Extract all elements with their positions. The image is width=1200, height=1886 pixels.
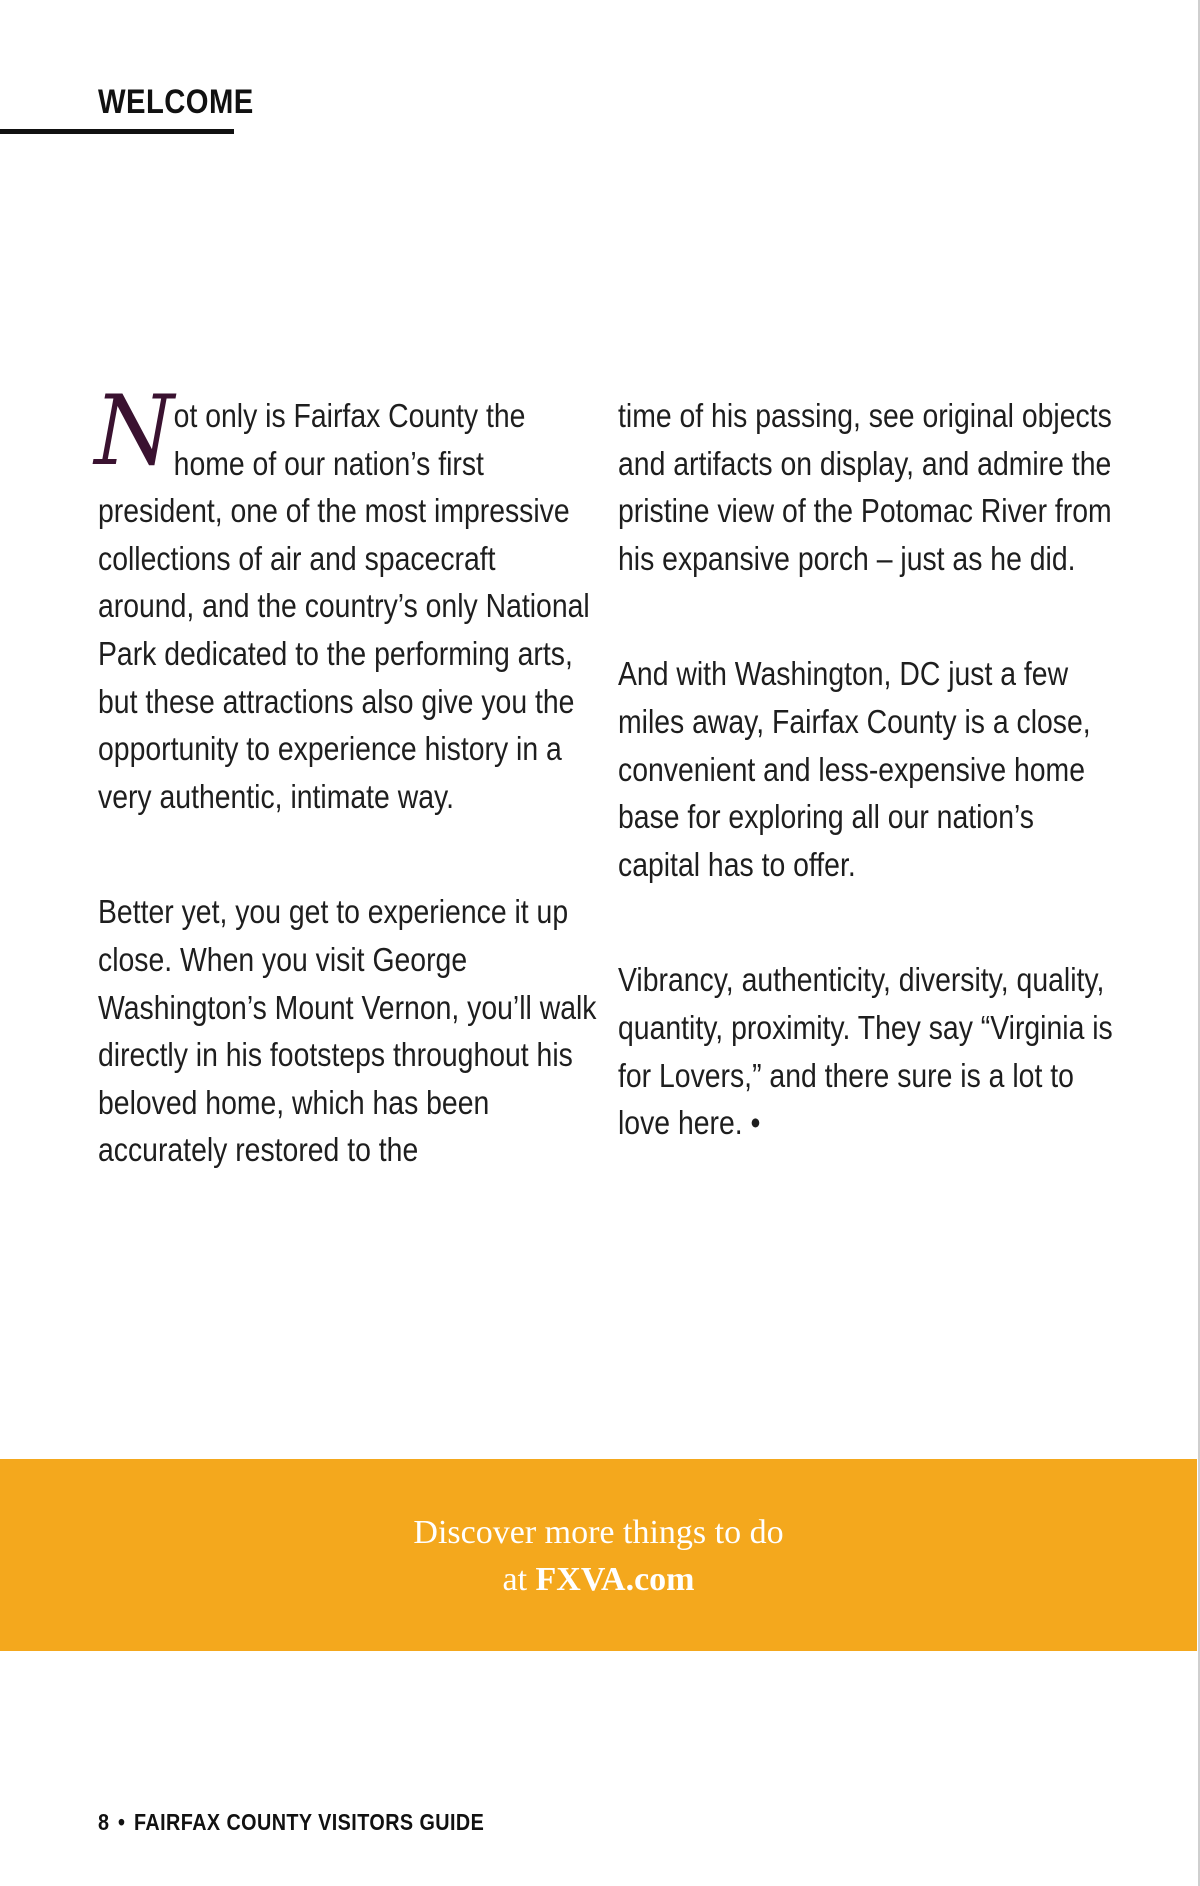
intro-paragraph bbox=[94, 375, 597, 820]
article-column-left bbox=[94, 375, 598, 1174]
banner-prefix: at bbox=[502, 1561, 536, 1598]
intro-paragraph-text: ot only is Fairfax County the home of our nation’s first president, one of the most impressive collections of air and spacecraft around, and the country’s only National Park dedicated to the performing arts, but these attractions also give you the opportunity to experience history in a very authentic, intimate way. bbox=[98, 397, 590, 815]
fxva-link[interactable]: FXVA.com bbox=[535, 1561, 695, 1598]
page-number: 8 bbox=[98, 1809, 110, 1835]
drop-cap: N bbox=[94, 375, 174, 487]
banner-line-1: Discover more things to do bbox=[413, 1514, 784, 1551]
page-footer bbox=[98, 1808, 484, 1836]
paragraph-closing: Vibrancy, authenticity, diversity, quality, quantity, proximity. They say “Virginia is for Lovers,” and there sure is a lot to love here. • bbox=[618, 961, 1113, 1142]
paragraph-continuation: time of his passing, see original objects and artifacts on display, and admire the pristine view of the Potomac River from his expansive porch – just as he did. bbox=[618, 397, 1112, 577]
footer-separator: • bbox=[118, 1809, 126, 1835]
promo-banner bbox=[0, 1459, 1197, 1651]
banner-line-2 bbox=[0, 1556, 1197, 1603]
section-title: WELCOME bbox=[98, 83, 254, 121]
paragraph-washington-dc: And with Washington, DC just a few miles away, Fairfax County is a close, convenient and less-expensive home base for exploring all our nation’s capital has to offer. bbox=[618, 655, 1091, 883]
article-column-right bbox=[618, 392, 1118, 1147]
publication-name: FAIRFAX COUNTY VISITORS GUIDE bbox=[133, 1809, 485, 1835]
paragraph-mount-vernon: Better yet, you get to experience it up close. When you visit George Washington’s Mount Vernon, you’ll walk directly in his footsteps throughout his beloved home, which has been accurately restored to the bbox=[98, 893, 597, 1169]
title-underline bbox=[0, 129, 234, 134]
